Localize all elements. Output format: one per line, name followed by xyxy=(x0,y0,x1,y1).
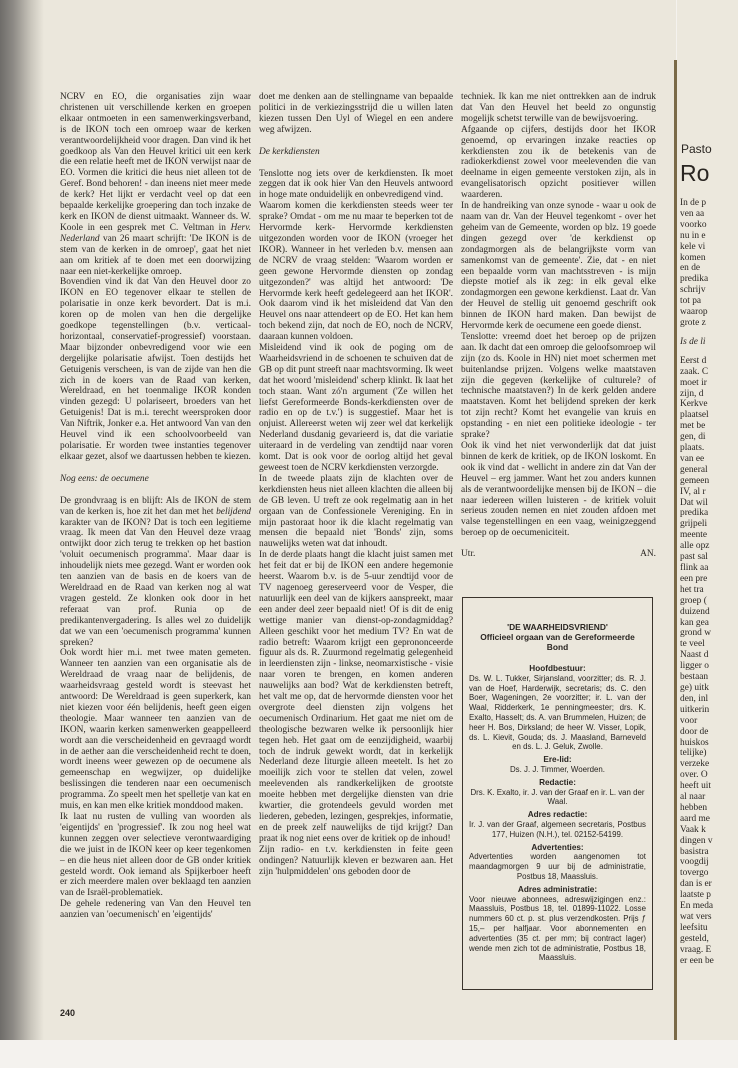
paragraph: doet me denken aan de stellingname van bepaalde politici in de verkiezingsstrijd die u willen laten kiezen tussen Den Uyl of Wiegel en een andere weg afwijzen. xyxy=(259,92,453,135)
text: karakter van de IKON? Dat is toch een legitieme vraag. Ik meen dat Van den Heuvel deze vraag ontwijkt door zich terug te trekken op het bastion 'voluit oecumenisch programma'. Maar daar is inhoudelijk niets mee gezegd. Want er worden ook ten aanzien van de basis en de koers van de Wereldraad en de Raad van kerken nog al wat vragen gesteld. Ze klonken ook door in het referaat van prof. Runia op de predikantenvergadering. Is alles wel zo duidelijk dat we van een 'oecumenisch programma' kunnen spreken? xyxy=(60,517,251,648)
board-label: Hoofdbestuur: xyxy=(529,664,586,673)
paragraph: In de derde plaats hangt die klacht juist samen met het feit dat er bij de IKON een andere hegemonie heerst. Waarom b.v. is de 5-uur zendtijd voor de TV nagenoeg gereserveerd voor de Vesper, die natuurlijk een deel van de kijkers aanspreekt, maar een ander deel zeer bepaald niet! Of is dit de enig wettige manier van dienst-op-zondagmiddag? Alleen geschikt voor het medium TV? En wat de radio betreft: Waarom krijgt een geprononceerde figuur als ds. R. Zuurmond regelmatig gelegenheid in leerdiensten zijn - linkse, neomarxistische - visie naar voren te brengen, en komen anderen nauwelijks aan bod? Wat de kerkdiensten betreft, het valt me op, dat de hervormde diensten voor het overgrote deel diensten zijn volgens het oecumenisch Ordinarium. Het gaat me niet om de theologische bezwaren welke ik persoonlijk hier tegen heb. Het gaat om de eenzijdigheid, waarbij toch de indruk gewekt wordt, dat in kerkelijk Nederland deze liturgie alleen meetelt. Is het zo moeilijk zich voor te stellen dat velen, zowel meelevenden als randkerkelijken de grootste moeite hebben met dergelijke diensten van drie kwartier, die grotendeels gevuld worden met liederen, gebeden, lezingen, gesprekjes, informatie, en de preek zelf nauwelijks de tijd krijgt? Dan praat ik nog niet eens over de kritiek op de inhoud! xyxy=(259,550,453,844)
signature-line xyxy=(461,549,656,560)
honorary: Ds. J. J. Timmer, Woerden. xyxy=(509,764,605,774)
right-page-kicker: Pasto xyxy=(681,142,712,156)
ads: Advertenties worden aangenomen tot maandagmorgen 9 uur bij de administratie, Postbus 18, Maassluis. xyxy=(469,852,646,881)
right-page xyxy=(677,0,738,1040)
paragraph: Misleidend vind ik ook de poging om de Waarheidsvriend in de schoenen te schuiven dat de GB op dit punt streeft naar machtsvorming. Ik weet dat het woord 'misleidend' scherp klinkt. Ik laat het toch staan. Want zó'n argument ('Ze willen het liefst Gereformeerde Bonds-kerkdiensten over de radio en op de t.v.') is suggestief. Maar het is onjuist. Allereerst weten wij zeer wel dat kerkelijk Nederland dusdanig gevarieerd is, dat die variatie uiteraard in de verdeling van zendtijd naar voren komt. Dat is ook voor de oorlog altijd het geval geweest toen de NCRV kerkdiensten verzorgde. xyxy=(259,343,453,473)
paragraph: Ook ik vind het niet verwonderlijk dat dat juist binnen de kerk de kritiek, op de IKON loskomt. En ook ik vind dat - wellicht in andere zin dat Van der Heuvel – erg jammer. Want het zou anders kunnen als de verantwoordelijke mensen bij de IKON – die naar iedereen willen luisteren - de kritiek voluit serieus zouden nemen en niet zouden afdoen met valse tegenstellingen en een vaag, weinigzeggend beroep op de oecumeniciteit. xyxy=(461,441,656,539)
page-number: 240 xyxy=(60,1008,76,1018)
admin: Voor nieuwe abonnees, adreswijzigingen enz.: Maassluis, Postbus 18, tel. 01899-11022. Losse nummers 60 ct. p. st. plus verzendkosten. Prijs ƒ 15,– per halfjaar. Voor abonnementen en advertenties (35 ct. per mm; bij contract lager) wende men zich tot de administratie, Postbus 18, Maassluis. xyxy=(469,894,646,963)
column-1 xyxy=(60,92,251,921)
paragraph: Ik laat nu rusten de vulling van woorden als 'eigentijds' en 'progressief'. Ik zou nog heel wat kunnen zeggen over selectieve verontwaardiging die we juist in de IKON keer op keer tegenkomen – en die heus niet alleen door de GB onder kritiek gesteld wordt. Ook iemand als Spijkerboer heeft er zich meerdere malen over beklaagd ten aanzien van de Israël-problematiek. xyxy=(60,812,251,899)
page-edge-shadow xyxy=(0,0,44,1040)
paragraph: Waarom komen die kerkdiensten steeds weer ter sprake? Omdat - om me nu maar te beperken tot de Hervormde kerk- Hervormde kerkdiensten uitgezonden worden voor de IKON (vroeger het IKOR). Wanneer in het verleden b.v. mensen aan de NCRV de vraag stelden: 'Waarom worden er geen gewone Hervormde diensten op zondag uitgezonden?' was altijd het antwoord: 'De Hervormde kerk heeft gedelegeerd aan het IKOR'. Ook daarom vind ik het misleidend dat Van den Heuvel ons naar attendeert op de EO. Het kan hem toch bekend zijn, dat noch de EO, noch de NCRV, daaraan kunnen voldoen. xyxy=(259,201,453,343)
paragraph: Tenslotte: vreemd doet het beroep op de prijzen aan. Ik dacht dat een omroep die geloofsomroep wil zijn (zo ds. Koole in HN) niet moet schermen met buitenlandse prijzen. Volgens welke maatstaven zijn die gegeven (kerkelijke of culturele? of technische maatstaven?) In de kerk gelden andere maatstaven. Komt het belijdend spreken der kerk tot zijn recht? Komt het evangelie van kruis en opstanding - en niet een politieke ideologie - ter sprake? xyxy=(461,331,656,441)
colophon-box xyxy=(462,597,653,990)
text-block: Eerst d zaak. C moet ir zijn, d Kerkve plaatsel met be gen, di plaats. van ee general gemeen IV, al r Dat wil predika grijpeli meente alle opz past sal flink aa een pre het tra groep ( duizend kan gea grond w te veel Naast d ligger o bestaan ge) uitk den, inl uitkerin voor door de huiskos telijke) verzeke over. O heeft uit al naar hebben aard me Vaak k dingen v basistra voogdij tovergo dan is er laatste p En meda wat vers leefsitu gesteld, vraag. E er een be xyxy=(680,355,714,966)
colophon-title: 'DE WAARHEIDSVRIEND' xyxy=(507,622,608,632)
board: Ds. W. L. Tukker, Sirjansland, voorzitter; ds. R. J. van de Hoef, Harderwijk, secretaris; ds. C. den Boer, Wageningen, 2e voorzitter; ir. L. van der Waal, Ridderkerk, 1e penningmeester; drs. K. Exalto, Hasselt; ds. A. van Brummelen, Huizen; de heer H. Bos, Dirksland; de heer W. Visser, Lopik, ds. L. Kievit, Gouda; ds. J. Maasland, Barneveld en ds. L. J. Geluk, Zwolle. xyxy=(469,673,646,752)
editor-address-label: Adres redactie: xyxy=(527,810,588,820)
paragraph: Tenslotte nog iets over de kerkdiensten. Ik moet zeggen dat ik ook hier Van den Heuvels antwoord in hoge mate onduidelijk en onbevredigend vind. xyxy=(259,168,453,201)
ads-label: Advertenties: xyxy=(531,842,584,852)
paragraph: Bovendien vind ik dat Van den Heuvel door zo IKON en EO tegenover elkaar te stellen de polarisatie in onze kerk bevordert. Dat is m.i. koren op de molen van hen die dergelijke goedkope tegenstellingen (b.v. verticaal-horizontaal, conservatief-progressief) voorstaan. Maar bijzonder onbevredigend voor wie een dergelijke polarisatie afwijst. Toen destijds het Getuigenis verscheen, is van de zijde van hen die zich in de koers van de Raad van kerken, Wereldraad, en het toenmalige IKOR konden vinden gezegd: U polariseert, broeders van het Getuigenis! Dat is m.i. terecht weersproken door Van Niftrik, Jonker e.a. Het antwoord Van van den Heuvel vind ik een schoolvoorbeeld van polarisatie. Er worden twee instanties tegenover elkaar gezet, alsof we daartussen hebben te kiezen. xyxy=(60,277,251,462)
text: De grondvraag is en blijft: Als de IKON de stem van de kerken is, hoe zit het dan met het xyxy=(60,495,251,517)
editor-address: Ir. J. van der Graaf, algemeen secretaris, Postbus 177, Huizen (N.H.), tel. 02152-54199. xyxy=(469,819,646,839)
place: Utr. xyxy=(461,549,476,560)
italic-title: Herv. Nederland xyxy=(60,222,251,244)
text: van 26 maart schrijft: 'De IKON is de stem van de kerken in de omroep', gaat het niet aan om kritiek af te doen met een doorwijzing naar een niet-kerkelijke omroep. xyxy=(60,233,251,277)
text-block: In de p ven aa voorko nu in e kele vi komen en de predika schrijv tot pa waarop grote z xyxy=(680,198,709,328)
paragraph: De gehele redenering van Van den Heuvel ten aanzien van 'oecumenisch' en 'eigentijds' xyxy=(60,899,251,921)
colophon-subtitle: Officieel orgaan van de Gereformeerde Bond xyxy=(480,632,635,652)
paragraph: Zijn radio- en t.v. kerkdiensten in feite geen ondingen? Natuurlijk kleven er bezwaren aan. Het zijn 'hulpmiddelen' ons geboden door de xyxy=(259,844,453,877)
editors: Drs. K. Exalto, ir. J. van der Graaf en ir. L. van der Waal. xyxy=(470,787,645,807)
paragraph: In de handreiking van onze synode - waar u ook de naam van dr. Van der Heuvel tegenkomt - over het geheim van de Gemeente, worden op blz. 19 goede dingen gezegd over 'de kerkdienst op zondagmorgen als de belangrijkste vorm van samenkomst van de gemeente'. Zie, dat - en niet een bepaalde vorm van machtsstreven - is mijn diepste motief als ik zeg: in elk geval elke zondagmorgen een gewone kerkdienst. Laat dr. Van der Heuvel de stellig uit genoemd geschrift ook binnen de IKON hard maken. Dan bewijst de Hervormde kerk de oecumene een goede dienst. xyxy=(461,201,656,332)
paragraph: techniek. Ik kan me niet onttrekken aan de indruk dat Van den Heuvel het beeld zo ongunstig mogelijk schetst terwille van de bewijsvoering. xyxy=(461,92,656,124)
right-page-title: Ro xyxy=(680,160,710,186)
paragraph xyxy=(60,92,251,277)
column-3 xyxy=(461,92,656,560)
editors-label: Redactie: xyxy=(539,777,576,787)
section-heading: Nog eens: de oecumene xyxy=(60,473,149,484)
admin-label: Adres administratie: xyxy=(517,884,598,894)
section-heading: Is de li xyxy=(680,336,706,347)
right-page-text xyxy=(680,198,714,967)
section-heading: De kerkdiensten xyxy=(259,146,320,157)
italic-word: belijdend xyxy=(216,506,251,517)
text: NCRV en EO, die organisaties zijn waar christenen uit verschillende kerken en groepen elkaar ontmoeten in een samenwerkingsverband, is de IKON toch een omroep waar de kerken verantwoordelijkheid voor dragen. Dan vind ik het goedkoop als Van den Heuvel kritici uit een kerk die een relatie heeft met de IKON verwijst naar de EO. Vormen die kritici die heus niet alleen tot de Geref. Bond behoren! - dan ineens niet meer mede de kerk? Het lijkt er verdacht veel op dat een bepaalde kerkelijke groepering dan toch inzake de kerk en IKON de dienst uitmaakt. Wanneer ds. W. Koole in een gesprek met C. Veltman in xyxy=(60,92,251,233)
paragraph: In de tweede plaats zijn de klachten over de kerkdiensten heus niet alleen klachten die alleen bij de GB leven. U treft ze ook regelmatig aan in het orgaan van de Confessionele Vereniging. En in mijn pastoraat hoor ik die klacht regelmatig van mensen die bepaald niet 'Bonds' zijn, soms nauwelijks weten wat dat inhoudt. xyxy=(259,473,453,550)
paragraph: Afgaande op cijfers, destijds door het IKOR genoemd, op ervaringen inzake reacties op kerkdiensten zou ik de betekenis van de radiokerkdienst zowel voor meelevenden die van deelname in eigen gemeente verstoken zijn, als in evangelisatorisch opzicht positiever willen waarderen. xyxy=(461,124,656,201)
honorary-label: Ere-lid: xyxy=(543,755,572,765)
column-2 xyxy=(259,92,453,877)
paragraph xyxy=(60,496,251,649)
paragraph: Ook wordt hier m.i. met twee maten gemeten. Wanneer ten aanzien van een organisatie als de Wereldraad de vraag naar de belijdenis, de waarheidsvraag gesteld wordt is steevast het antwoord: De Wereldraad is geen superkerk, kan niet kiezen voor één belijdenis, heeft geen eigen theologie. Maar wanneer ten aanzien van de IKON, waarin kerken samenwerken geappelleerd wordt aan die verscheidenheid en gevraagd wordt in de aether aan die verscheidenheid recht te doen, wordt ineens weer gewezen op de oecumene als gemeenschap en wegwijzer, op duidelijke beslissingen die tenderen naar een oecumenisch programma. Zo speelt men het spelletje van kat en muis, en kan men elke kritiek monddood maken. xyxy=(60,648,251,812)
author-initials: AN. xyxy=(640,549,656,560)
